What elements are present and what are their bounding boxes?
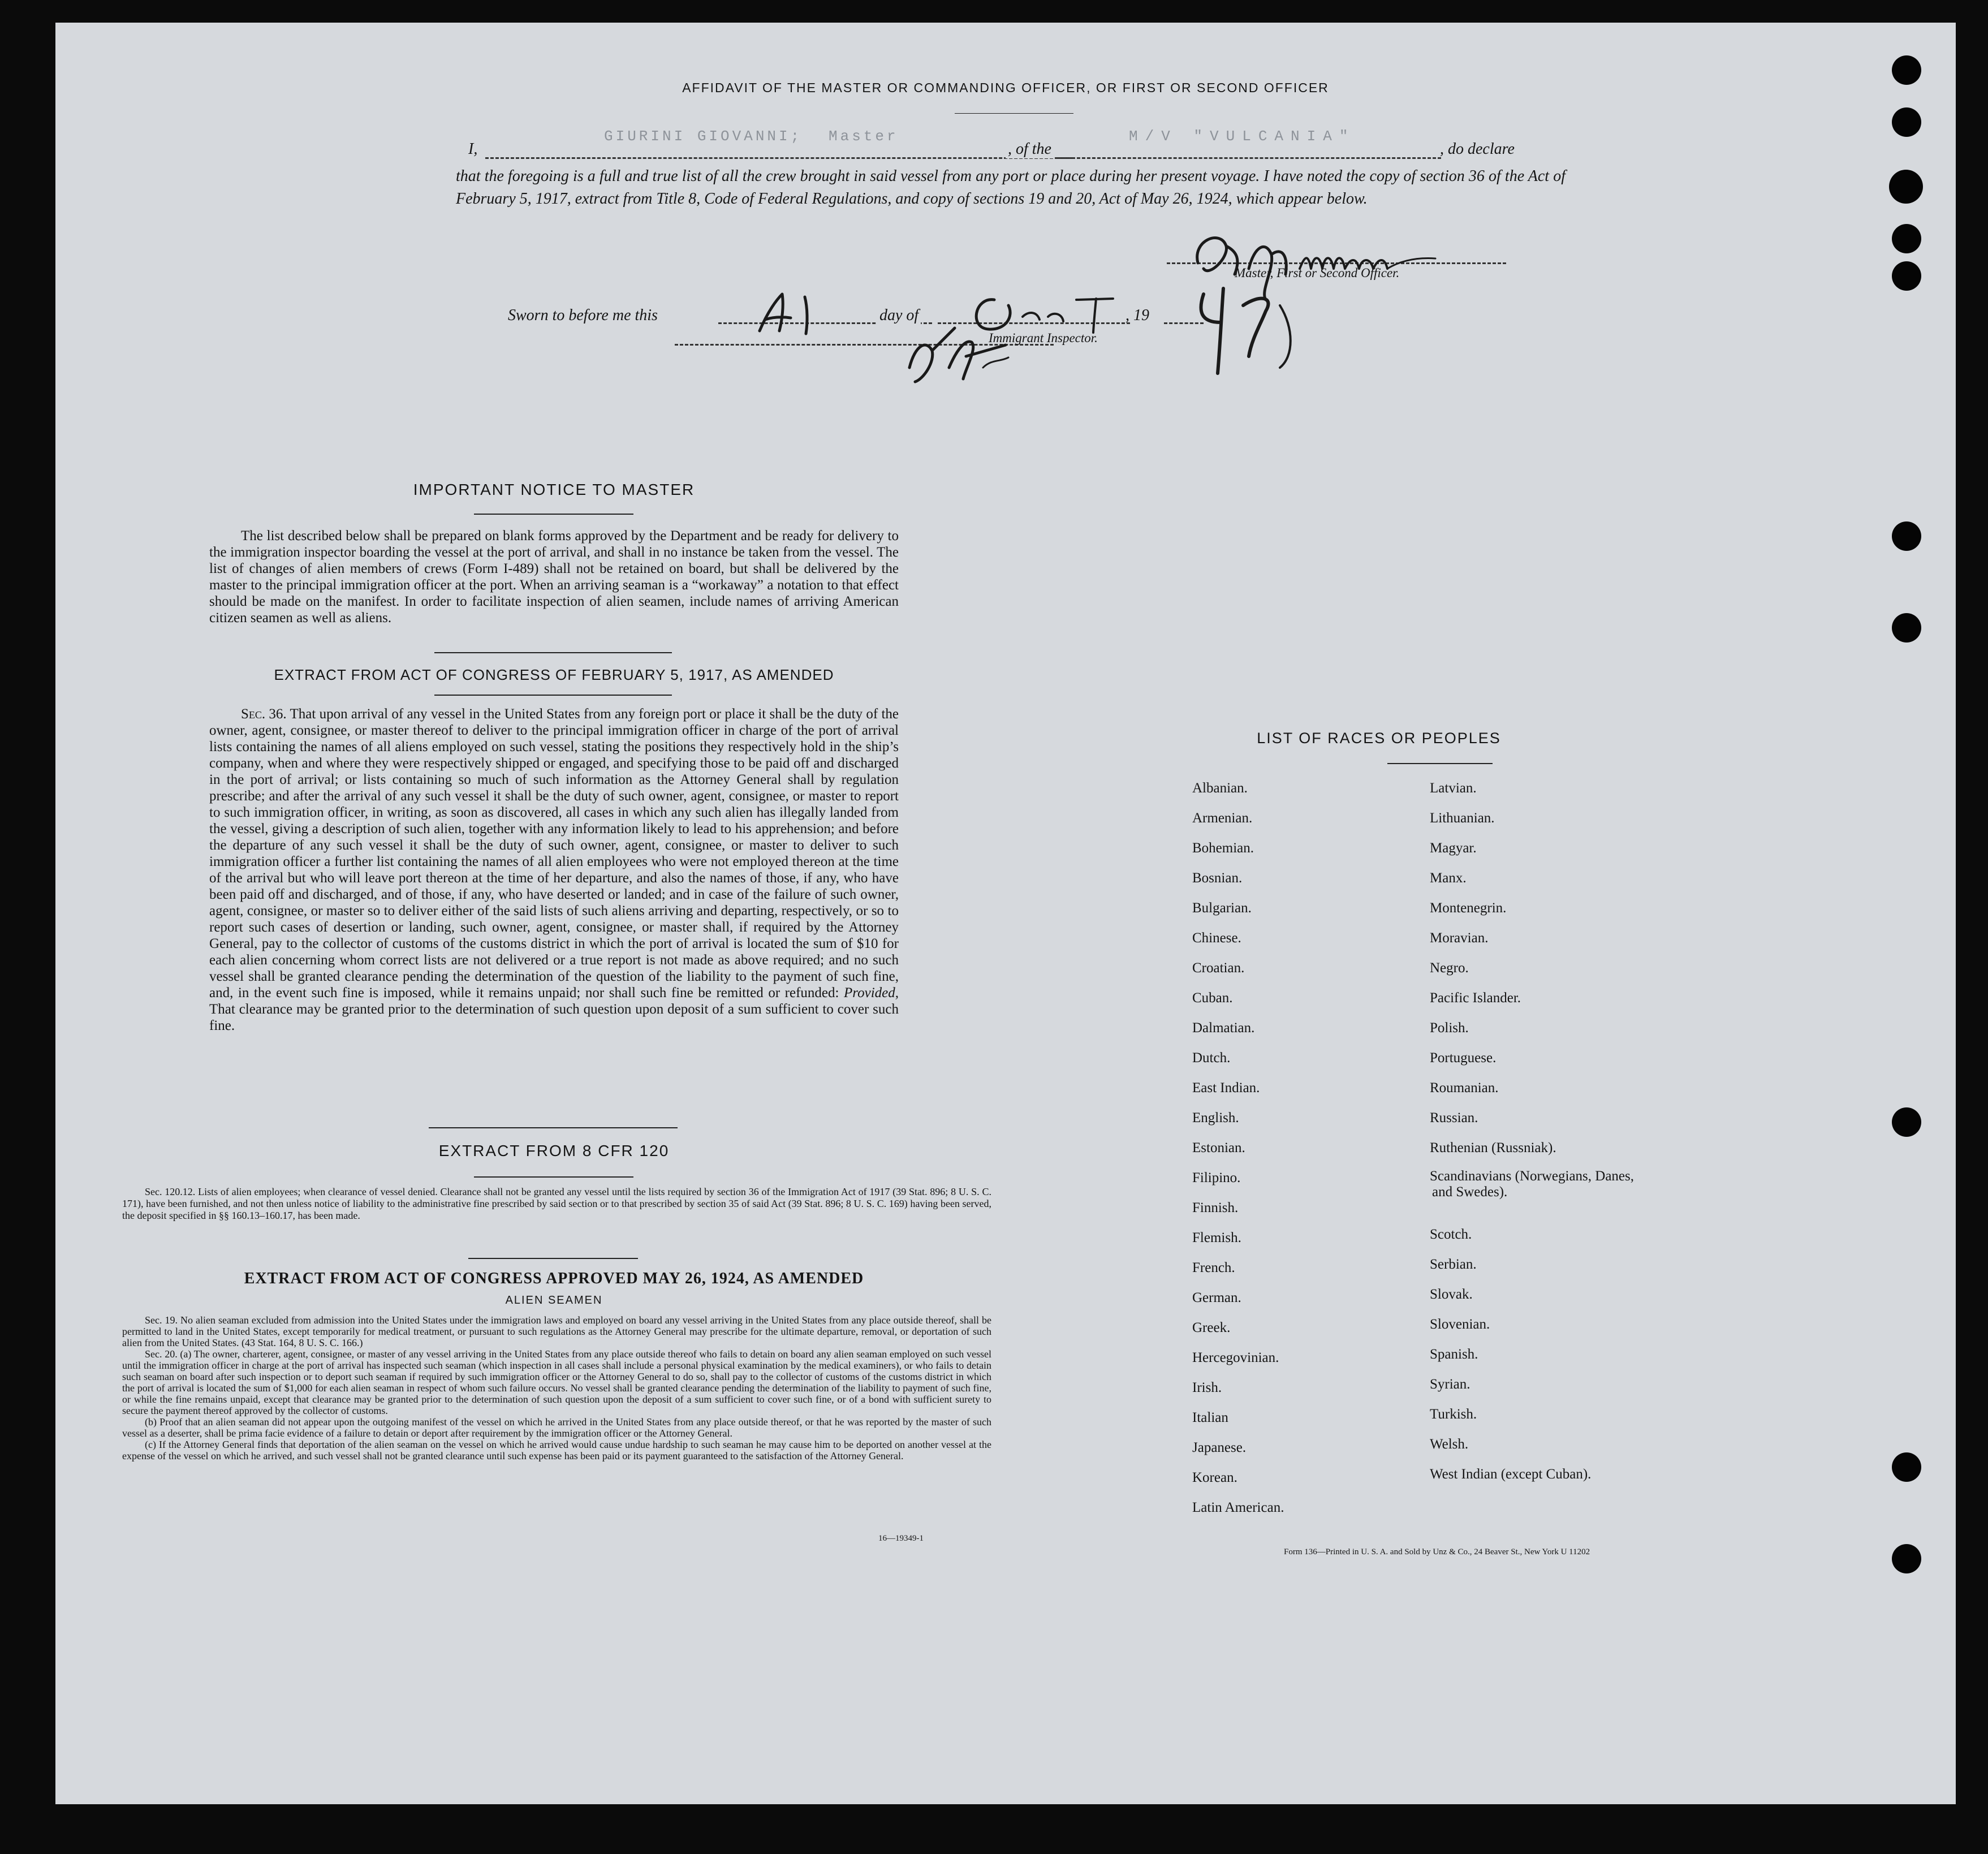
master-name: GIURINI GIOVANNI; [604,128,803,145]
binder-hole [1892,224,1921,253]
sec36-proviso: That clearance may be granted prior to the determination of such question upon deposit of a sum sufficient to cover such fine. [209,1002,899,1033]
race-item: Filipino. [1192,1170,1241,1185]
affidavit-body: that the foregoing is a full and true list of all the crew brought in said vessel from any port or place during her present voyage. I have noted the copy of section 36 of the Act of February 5, 1917, extract from Title 8, Code of Federal Regulations, and copy of sections 19 and 20, Act of May 26, 1924, which appear below. [456,167,1566,208]
race-item: Croatian. [1192,960,1245,976]
sworn-label: Sworn to before me this [508,307,658,324]
race-item: West Indian (except Cuban). [1430,1467,1592,1482]
cfr-top-divider [429,1127,678,1128]
race-item: Turkish. [1430,1407,1477,1422]
cfr-title: EXTRACT FROM 8 CFR 120 [438,1142,670,1159]
name-line [485,157,1073,159]
race-item: Bohemian. [1192,840,1254,856]
extract1917-divider [434,695,672,696]
binder-hole [1892,55,1921,85]
extract1924-title: EXTRACT FROM ACT OF CONGRESS APPROVED MAY 26, 1924, AS AMENDED [244,1270,864,1287]
race-item: Bosnian. [1192,870,1243,886]
sec36-proviso-label: Provided, [844,985,899,1001]
race-item: Cuban. [1192,990,1233,1006]
master-role: Master [829,128,899,145]
binder-hole [1892,521,1921,551]
race-item: Montenegrin. [1430,900,1507,916]
race-item: Roumanian. [1430,1080,1499,1096]
binder-hole [1892,1452,1921,1482]
cfr-body: Sec. 120.12. Lists of alien employees; when clearance of vessel denied. Clearance shall not be granted any vessel until the lists required by section 36 of the Immigration Act of 1917 (39 Stat. 896; 8 U. S. C. 171), have been furnished, and not then unless notice of liability to the administrative fine prescribed by said section or to that prescribed by section 35 of said Act (39 Stat. 896; 8 U. S. C. 169) having been served, the deposit specified in §§ 160.13–160.17, has been made. [122,1186,991,1221]
race-item: Hercegovinian. [1192,1350,1279,1365]
race-item: Flemish. [1192,1230,1241,1245]
binder-hole [1892,1544,1921,1573]
race-item: Irish. [1192,1380,1222,1395]
inspector-caption: Immigrant Inspector. [989,331,1098,345]
race-item: Russian. [1430,1110,1478,1126]
sec20a: Sec. 20. (a) The owner, charterer, agent, consignee, or master of any vessel arriving in the United States from any place outside thereof who fails to detain on board any alien seaman employed on such vessel until the immigration officer in charge at the port of arrival has inspected such seaman (which inspection in all cases shall include a personal physical examination by the medical examiners), or who fails to detain such seaman on board after such inspection or to deport such seaman if required by such immigration officer or the Attorney General to do so, shall pay to the collector of customs of the customs district in which the port of arrival is located the sum of $1,000 for each alien seaman in respect of whom such failure occurs. No vessel shall be granted clearance pending the determination of the liability to payment of such fine, or while the fine remains unpaid, except that clearance may be granted prior to the determination of such question upon the deposit of a sum sufficient to cover such fine, or of a bond with sufficient surety to secure the payment thereof approved by the collector of customs. [122,1348,991,1416]
race-item-scandinavians: Scandinavians (Norwegians, Danes, and Swedes). [1430,1169,1635,1200]
race-item: Negro. [1430,960,1469,976]
notice-body: The list described below shall be prepared on blank forms approved by the Department and be ready for delivery to the immigration inspector boarding the vessel at the port of arrival, and shall in no instance be taken from the vessel. The list of changes of alien members of crews (Form I-489) shall not be retained on board, but shall be delivered by the master to the principal immigration officer at the port. When an arriving seaman is a “workaway” a notation to that effect should be made on the manifest. In order to facilitate inspection of alien seamen, include names of arriving American citizen seamen as well as aliens. [209,528,899,626]
race-item: Manx. [1430,870,1467,886]
extract1917-top-divider [434,652,672,653]
race-item: English. [1192,1110,1239,1126]
race-item: Welsh. [1430,1437,1469,1452]
race-item: Pacific Islander. [1430,990,1521,1006]
vessel-name: M/V "VULCANIA" [1129,128,1356,145]
race-item: Serbian. [1430,1257,1477,1272]
race-item: Portuguese. [1430,1050,1497,1066]
race-item: Slovenian. [1430,1317,1490,1332]
race-item: Dalmatian. [1192,1020,1255,1036]
race-item: East Indian. [1192,1080,1260,1096]
form-footer: Form 136—Printed in U. S. A. and Sold by Unz & Co., 24 Beaver St., New York U 11202 [1284,1547,1590,1557]
race-item: Estonian. [1192,1140,1245,1155]
extract1924-top-divider [468,1258,638,1259]
race-item: Chinese. [1192,930,1241,946]
binder-hole [1892,613,1921,643]
master-caption: Master, First or Second Officer. [1235,266,1400,280]
extract1924-subtitle: ALIEN SEAMEN [505,1294,603,1307]
race-item: Slovak. [1430,1287,1473,1302]
binder-hole [1892,1107,1921,1137]
race-item: Albanian. [1192,781,1248,796]
race-item: Japanese. [1192,1440,1247,1455]
title-divider [955,113,1073,114]
year-label: , 19 [1125,307,1149,324]
sec20b: (b) Proof that an alien seaman did not appear upon the outgoing manifest of the vessel on which he arrived in the United States from any place outside thereof, or that he was reported by the master of such vessel as a deserter, shall be prima facie evidence of a failure to detain or deport after requirement by the immigration officer or the Attorney General. [122,1416,991,1439]
race-item: Dutch. [1192,1050,1231,1066]
race-item: Syrian. [1430,1377,1470,1392]
cfr-divider [474,1176,633,1178]
sworn-day-handwriting [751,288,830,339]
race-item: Polish. [1430,1020,1469,1036]
race-item: Latvian. [1430,781,1477,796]
binder-hole [1889,170,1923,204]
sec36-label: Sec. 36. [241,706,287,722]
extract1917-title: EXTRACT FROM ACT OF CONGRESS OF FEBRUARY 5, 1917, AS AMENDED [274,666,834,683]
race-item: Magyar. [1430,840,1477,856]
race-item: Ruthenian (Russniak). [1430,1140,1556,1155]
declare-label: , do declare [1440,140,1515,158]
race-item: Latin American. [1192,1500,1284,1515]
sec36-text [209,706,899,1034]
notice-title: IMPORTANT NOTICE TO MASTER [413,481,695,498]
race-item: German. [1192,1290,1241,1305]
race-item: Scotch. [1430,1227,1472,1242]
notice-divider [474,514,633,515]
races-left-column [1192,773,1284,1523]
document-sheet [55,23,1956,1804]
extract-code: 16—19349-1 [878,1534,924,1543]
race-item: Spanish. [1430,1347,1478,1362]
sworn-year-handwriting [1181,271,1311,379]
race-item: Korean. [1192,1470,1237,1485]
affidavit-title: AFFIDAVIT OF THE MASTER OR COMMANDING OFFICER, OR FIRST OR SECOND OFFICER [682,80,1329,95]
race-item: Greek. [1192,1320,1231,1335]
races-title: LIST OF RACES OR PEOPLES [1257,730,1501,747]
vessel-line [1056,157,1441,159]
binder-hole [1892,261,1921,291]
day-of-label: day of [877,307,921,325]
race-item: Finnish. [1192,1200,1239,1215]
race-item: Moravian. [1430,930,1489,946]
affidavit-i: I, [468,140,478,158]
races-right-column [1430,773,1639,1489]
races-divider [1387,763,1493,764]
race-item: Lithuanian. [1430,810,1495,826]
inspector-initials [892,317,1040,385]
race-item: Armenian. [1192,810,1253,826]
sec19-20-text [122,1314,991,1461]
race-item: Italian [1192,1410,1228,1425]
race-item: French. [1192,1260,1235,1275]
sec36-body: That upon arrival of any vessel in the United States from any foreign port or place it shall be the duty of the owner, agent, consignee, or master thereof to deliver to the principal immigration officer in charge of the port of arrival lists containing the names of all aliens employed on such vessel, stating the positions they respectively hold in the ship’s company, when and where they were respectively shipped or engaged, and specifying those to be paid off and discharged in the port of arrival; or lists containing so much of such information as the Attorney General shall by regulation prescribe; and after the arrival of any such vessel it shall be the duty of such owner, agent, consignee, or master to report to such immigration officer, in writing, as soon as discovered, all cases in which any such alien has illegally landed from the vessel, giving a description of such alien, together with any information likely to lead to his apprehension; and before the departure of any such vessel it shall be the duty of such owner, agent, consignee, or master to deliver to such immigration officer a further list containing the names of all alien employees who were not employed thereon at the time of the arrival but who will leave port thereon at the time of her departure, and also the names of those, if any, who have been paid off and discharged, and of those, if any, who have deserted or landed; and in case of the failure of such owner, agent, consignee, or master so to deliver either of the said lists of such aliens arriving and departing, respectively, or so to report such cases of desertion or landing, such owner, agent, consignee, or master shall, if required by the Attorney General, pay to the collector of customs of the customs district in which the port of arrival is located the sum of $10 for each alien concerning whom correct lists are not delivered or a true report is not made as above required; and no such vessel shall be granted clearance pending the determination of the question of the liability to the payment of such fine, and, in the event such fine is imposed, while it remains unpaid; nor shall such fine be remitted or refunded: [209,706,899,1001]
race-item: Bulgarian. [1192,900,1252,916]
sec19: Sec. 19. No alien seaman excluded from admission into the United States under the immigration laws and employed on board any vessel arriving in the United States from any place outside thereof, shall be permitted to land in the United States, except temporarily for medical treatment, or pursuant to such regulations as the Attorney General may prescribe for the ultimate departure, removal, or deportation of such alien from the United States. (43 Stat. 164, 8 U. S. C. 166.) [122,1314,991,1348]
binder-hole [1892,107,1921,137]
sec20c: (c) If the Attorney General finds that deportation of the alien seaman on the vessel on which he arrived would cause undue hardship to such seaman he may cause him to be deported on another vessel at the expense of the vessel on which he arrived, and such vessel shall not be granted clearance until such expense has been paid or its payment guaranteed to the satisfaction of the Attorney General. [122,1439,991,1461]
of-the-label: , of the [1006,140,1054,158]
